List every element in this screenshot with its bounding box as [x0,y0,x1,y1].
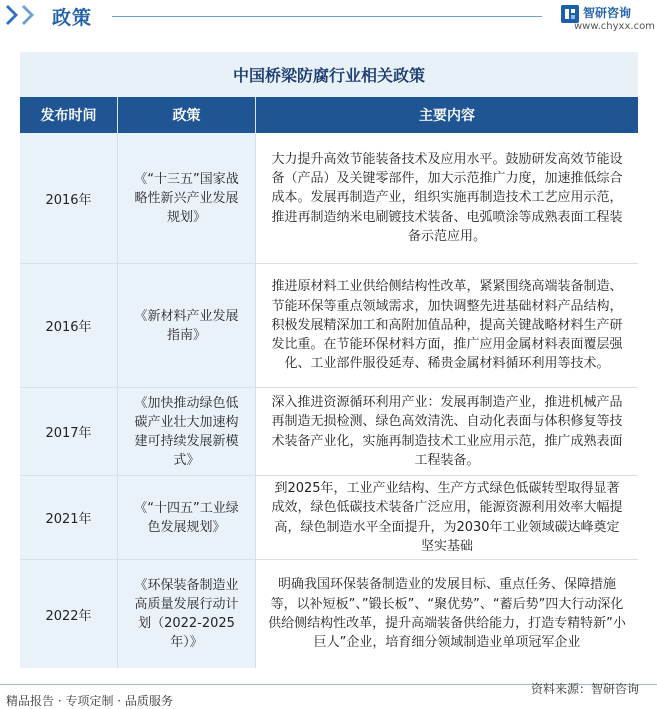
footer-tags: 精品报告 · 专项定制 · 品质服务 [6,694,173,708]
row-content: 大力提升高效节能装备技术及应用水平。鼓励研发高效节能设备（产品）及关键零部件，加大示范推广力度，加速推低综合成本。发展再制造产业，组织实施再制造技术工艺应用示范，推进再制造纳米电刷镀技术装备、电弧喷涂等成熟表面工程装备示范应用。 [256,133,638,263]
logo-name: 智研咨询 [583,6,632,20]
policy-table-panel [20,52,638,668]
header-divider [112,16,542,17]
data-source: 资料来源：智研咨询 [531,682,640,696]
table-row [20,560,638,668]
row-year: 2016年 [20,264,118,387]
row-content: 深入推进资源循环利用产业：发展再制造产业，推进机械产品再制造无损检测、绿色高效清洗、自动化表面与体积修复等技术装备产业化，实施再制造技术工业应用示范，推广成熟表面工程装备。 [256,388,638,475]
row-year: 2016年 [20,133,118,263]
table-row [20,133,638,264]
page-header [0,0,657,32]
row-year: 2017年 [20,388,118,475]
row-year: 2022年 [20,560,118,668]
chevron-right-icon [22,5,36,25]
table-row [20,476,638,560]
column-header-policy: 政策 [118,97,256,133]
table-header [20,97,638,133]
column-header-date: 发布时间 [20,97,118,133]
column-header-content: 主要内容 [419,108,475,124]
table-title: 中国桥梁防腐行业相关政策 [232,66,425,85]
table-row [20,264,638,388]
row-policy: 《环保装备制造业高质量发展行动计划（2022-2025年）》 [118,560,256,668]
logo-url: www.chyxx.com [574,21,655,32]
row-content: 明确我国环保装备制造业的发展目标、重点任务、保障措施等，以补短板”、”锻长板”、“聚优势”、“蓄后势”四大行动深化供给侧结构性改革，提升高端装备供给能力，打造专精特新”小巨人”企业，培育细分领域制造业单项冠军企业 [256,560,638,668]
page-footer [0,676,657,709]
row-policy: 《“十三五”国家战略性新兴产业发展规划》 [118,133,256,263]
row-content: 到2025年，工业产业结构、生产方式绿色低碳转型取得显著成效，绿色低碳技术装备广泛应用，能源资源利用效率大幅提高，绿色制造水平全面提升，为2030年工业领域碳达峰奠定坚实基础 [256,476,638,559]
row-policy: 《新材料产业发展指南》 [118,264,256,387]
row-policy: 《加快推动绿色低碳产业壮大加速构建可持续发展新模式》 [118,388,256,475]
row-policy: 《“十四五”工业绿色发展规划》 [118,476,256,559]
chevron-right-icon [6,5,20,25]
row-year: 2021年 [20,476,118,559]
table-row [20,388,638,476]
row-content: 推进原材料工业供给侧结构性改革，紧紧围绕高端装备制造、节能环保等重点领域需求，加快调整先进基础材料产品结构，积极发展精深加工和高附加值品种，提高关键战略材料生产研发比重。在节能环保材料方面，推广应用金属材料表面覆层强化、工业部件服役延寿、稀贵金属材料循环利用等技术。 [256,264,638,387]
section-title: 政策 [52,7,93,29]
